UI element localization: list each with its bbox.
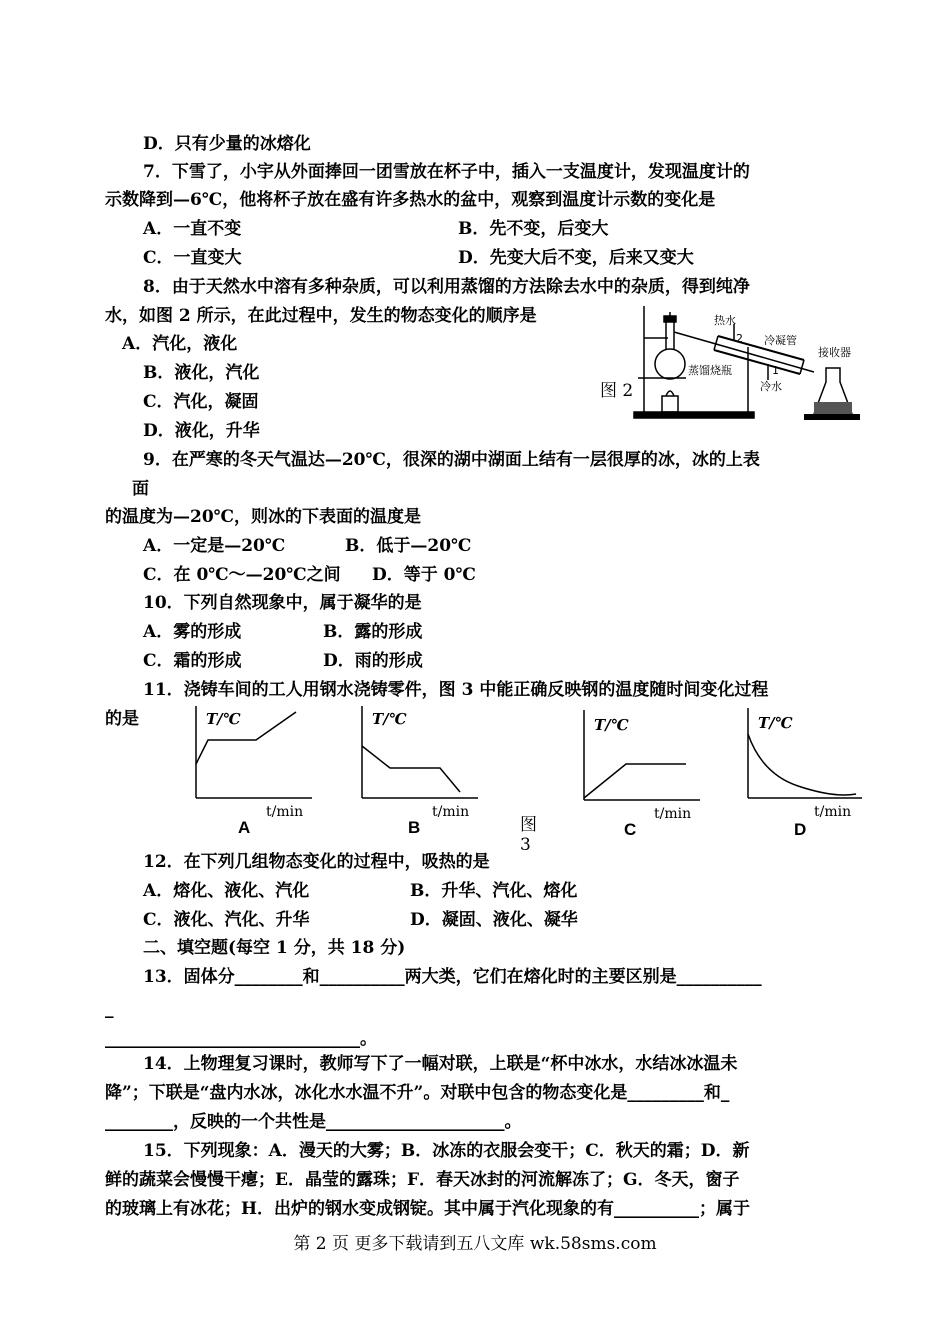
burner — [662, 396, 678, 412]
q14-line-3: ________，反映的一个共性是_____________________。 — [105, 1112, 522, 1132]
label-mark-1: 1 — [772, 364, 779, 377]
q8-stem-2: 水，如图 2 所示，在此过程中，发生的物态变化的顺序是 — [105, 306, 537, 326]
distillation-apparatus-figure — [628, 302, 860, 424]
q10-option-b: B．露的形成 — [323, 622, 423, 642]
figure-3-caption-1: 图 — [520, 815, 537, 835]
chart-d — [738, 704, 868, 822]
q9-stem-wrap: 面 — [132, 479, 149, 499]
chart-c — [574, 706, 714, 824]
q7-stem-1: 7．下雪了，小宇从外面捧回一团雪放在杯子中，插入一支温度计，发现温度计的 — [143, 162, 750, 182]
label-hot-water: 热水 — [714, 314, 736, 327]
q12-option-a: A．熔化、液化、汽化 — [143, 881, 310, 901]
chart-d-label: D — [794, 820, 807, 839]
q10-option-c: C．霜的形成 — [143, 651, 242, 671]
q12-option-b: B．升华、汽化、熔化 — [410, 881, 578, 901]
q10-option-d: D．雨的形成 — [323, 651, 423, 671]
chart-c-y-label: T/℃ — [594, 716, 629, 734]
q11-stem-1: 11．浇铸车间的工人用钢水浇铸零件，图 3 中能正确反映钢的温度随时间变化过程 — [143, 680, 769, 700]
q9-option-d: D．等于 0℃ — [372, 565, 476, 585]
q13-line-2: _ — [105, 999, 114, 1019]
stand-base — [634, 412, 754, 418]
section-2-heading: 二、填空题(每空 1 分，共 18 分) — [143, 938, 406, 958]
q8-option-a: A．汽化，液化 — [122, 334, 238, 354]
chart-d-curve — [748, 734, 856, 795]
chart-a — [184, 702, 324, 820]
q6-option-d: D．只有少量的冰熔化 — [143, 134, 311, 154]
q13-line-1: 13．固体分________和__________两大类，它们在熔化时的主要区别是__________ — [143, 967, 762, 987]
q12-option-c: C．液化、汽化、升华 — [143, 910, 310, 930]
q8-option-d: D．液化，升华 — [143, 421, 260, 441]
q12-stem: 12．在下列几组物态变化的过程中，吸热的是 — [143, 852, 490, 872]
q7-option-a: A．一直不变 — [143, 219, 242, 239]
chart-c-label: C — [624, 820, 637, 839]
q10-stem: 10．下列自然现象中，属于凝华的是 — [143, 593, 422, 613]
figure-3-caption-2: 3 — [520, 835, 531, 855]
q8-stem-1: 8．由于天然水中溶有多种杂质，可以利用蒸馏的方法除去水中的杂质，得到纯净 — [143, 277, 750, 297]
chart-c-x-label: t/min — [654, 806, 692, 822]
chart-b-y-label: T/℃ — [372, 710, 407, 728]
q15-line-1: 15．下列现象：A．漫天的大雾；B．冰冻的衣服会变干；C．秋天的霜；D．新 — [143, 1141, 750, 1161]
chart-c-curve — [584, 764, 686, 798]
q9-stem-1: 9．在严寒的冬天气温达—20℃，很深的湖中湖面上结有一层很厚的冰，冰的上表 — [143, 450, 760, 470]
q14-line-1: 14．上物理复习课时，教师写下了一幅对联，上联是“杯中冰水，水结冰冰温未 — [143, 1054, 738, 1074]
q15-line-2: 鲜的蔬菜会慢慢干瘪；E．晶莹的露珠；F．春天冰封的河流解冻了；G．冬天，窗子 — [105, 1170, 740, 1190]
q12-option-d: D．凝固、液化、凝华 — [410, 910, 578, 930]
q9-option-b: B．低于—20℃ — [345, 536, 472, 556]
q9-option-c: C．在 0℃～—20℃之间 — [143, 565, 341, 585]
figure-2-caption: 图 2 — [600, 381, 634, 401]
q11-stem-2: 的是 — [105, 709, 139, 729]
chart-b-x-label: t/min — [432, 804, 470, 820]
chart-b — [350, 702, 490, 820]
chart-a-label: A — [238, 818, 251, 837]
chart-d-x-label: t/min — [814, 804, 852, 820]
q9-option-a: A．一定是—20℃ — [143, 536, 286, 556]
distillation-flask — [655, 349, 685, 379]
q14-line-2: 降”；下联是“盘内水冰，冰化水水温不升”。对联中包含的物态变化是_________和_ — [105, 1083, 730, 1103]
chart-a-x-label: t/min — [266, 804, 304, 820]
label-condenser: 冷凝管 — [764, 334, 797, 347]
label-flask: 蒸馏烧瓶 — [688, 364, 732, 377]
chart-b-label: B — [408, 818, 421, 837]
chart-d-y-label: T/℃ — [758, 714, 793, 732]
q7-option-d: D．先变大后不变，后来又变大 — [458, 248, 694, 268]
chart-b-curve — [362, 746, 460, 792]
chart-a-y-label: T/℃ — [206, 710, 241, 728]
label-receiver: 接收器 — [818, 346, 851, 359]
page-footer: 第 2 页 更多下载请到五八文库 wk.58sms.com — [293, 1234, 657, 1254]
q8-option-b: B．液化，汽化 — [143, 363, 260, 383]
q10-option-a: A．雾的形成 — [143, 622, 242, 642]
q15-line-3: 的玻璃上有冰花；H．出炉的钢水变成钢锭。其中属于汽化现象的有__________；属于 — [105, 1199, 751, 1219]
q8-option-c: C．汽化，凝固 — [143, 392, 259, 412]
q7-option-c: C．一直变大 — [143, 248, 242, 268]
q9-stem-2: 的温度为—20℃，则冰的下表面的温度是 — [105, 507, 422, 527]
label-mark-2: 2 — [736, 332, 743, 345]
label-cold-water: 冷水 — [760, 380, 782, 393]
q7-option-b: B．先不变，后变大 — [458, 219, 609, 239]
q13-line-3: ______________________________。 — [105, 1029, 377, 1049]
q7-stem-2: 示数降到—6℃，他将杯子放在盛有许多热水的盆中，观察到温度计示数的变化是 — [105, 190, 716, 210]
